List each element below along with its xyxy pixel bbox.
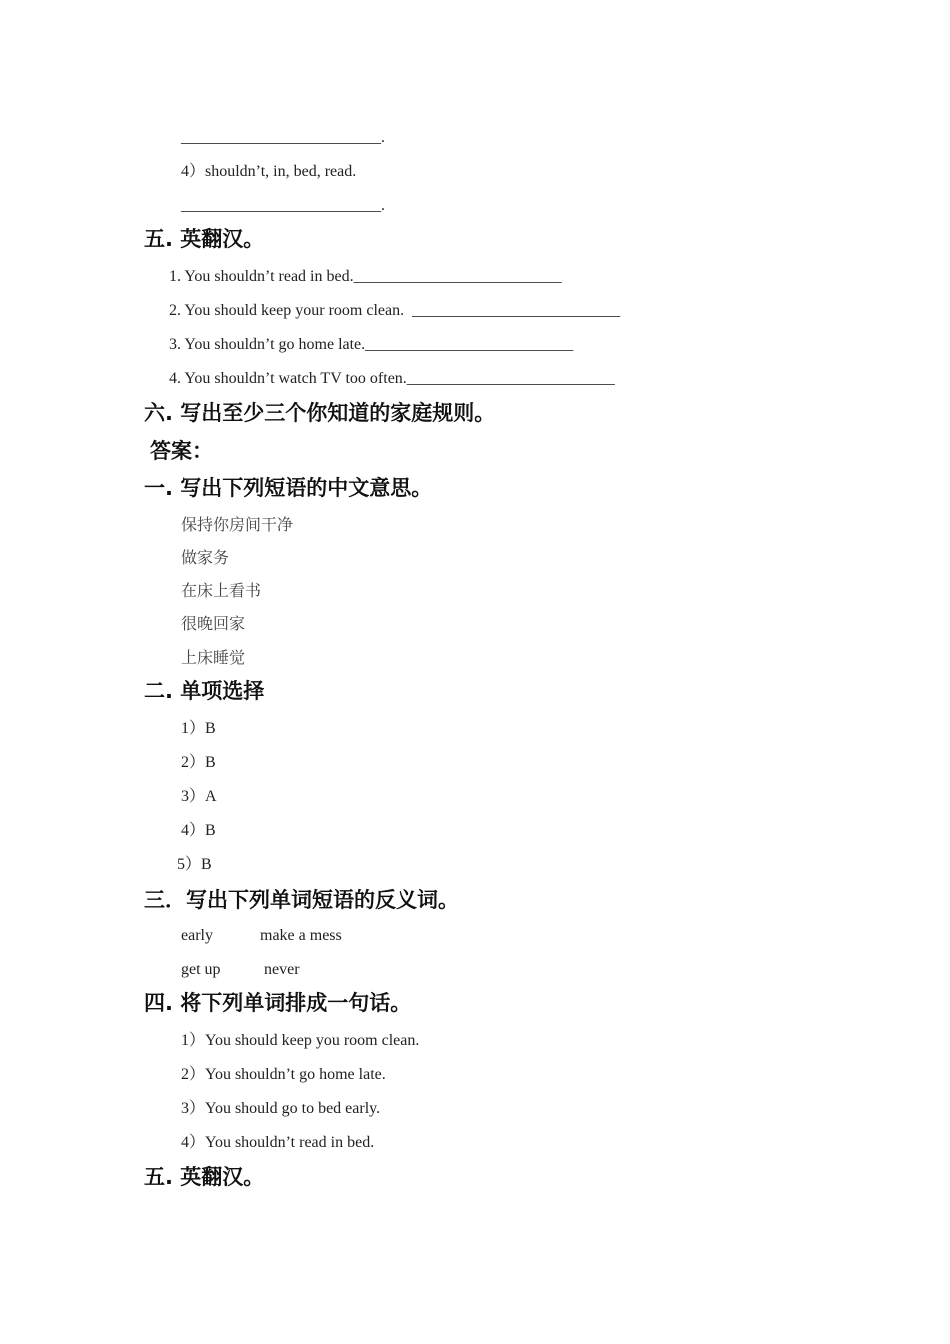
answer-1-item: 很晚回家 <box>181 614 246 633</box>
answer-1-item: 做家务 <box>181 548 230 567</box>
answer-3-word: early <box>181 927 213 944</box>
answer-4-title: 四. 将下列单词排成一句话。 <box>144 991 412 1015</box>
answer-4-item: 2）You shouldn’t go home late. <box>181 1066 386 1083</box>
answer-2-item: 5）B <box>177 856 212 873</box>
answer-4-item: 1）You should keep you room clean. <box>181 1032 420 1049</box>
answer-1-item: 上床睡觉 <box>181 648 246 667</box>
answers-title: 答案： <box>150 439 213 463</box>
answer-3-word: get up <box>181 961 221 978</box>
sec5-item-2: 2. You should keep your room clean. __________________________ <box>169 302 621 319</box>
answer-3-word: make a mess <box>260 927 342 944</box>
answer-3-title: 三．写出下列单词短语的反义词。 <box>144 888 459 912</box>
answer-2-title: 二. 单项选择 <box>144 679 265 703</box>
answer-1-item: 在床上看书 <box>181 581 262 600</box>
top-blank-line-2: _________________________. <box>181 197 385 214</box>
question-4-words: 4）shouldn’t, in, bed, read. <box>181 163 357 180</box>
answer-5-title: 五. 英翻汉。 <box>144 1165 265 1189</box>
top-blank-line-1: _________________________. <box>181 129 385 146</box>
answer-2-item: 4）B <box>181 822 216 839</box>
answer-2-item: 3）A <box>181 788 217 805</box>
answer-1-title: 一. 写出下列短语的中文意思。 <box>144 476 433 500</box>
section-6-title: 六. 写出至少三个你知道的家庭规则。 <box>144 401 496 425</box>
answer-2-item: 2）B <box>181 754 216 771</box>
sec5-item-4: 4. You shouldn’t watch TV too often.__________________________ <box>169 370 615 387</box>
section-5-title: 五. 英翻汉。 <box>144 227 265 251</box>
answer-1-item: 保持你房间干净 <box>181 515 294 534</box>
answer-4-item: 4）You shouldn’t read in bed. <box>181 1134 375 1151</box>
sec5-item-3: 3. You shouldn’t go home late.__________________________ <box>169 336 574 353</box>
answer-2-item: 1）B <box>181 720 216 737</box>
answer-4-item: 3）You should go to bed early. <box>181 1100 381 1117</box>
sec5-item-1: 1. You shouldn’t read in bed.__________________________ <box>169 268 562 285</box>
answer-3-word: never <box>264 961 300 978</box>
